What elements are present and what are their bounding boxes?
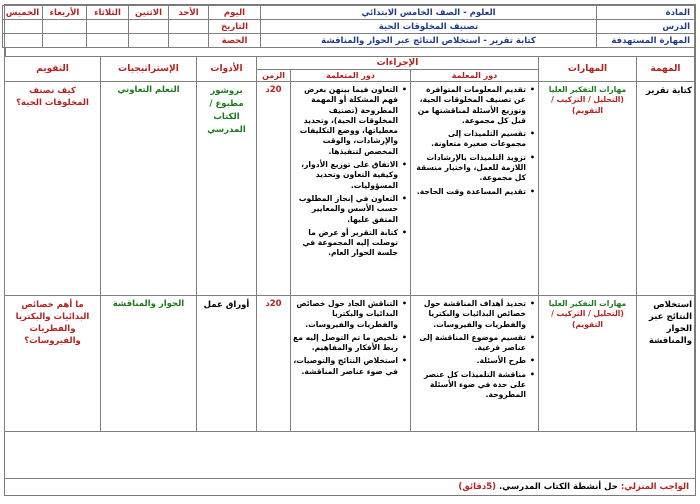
col-procedures: الإجراءات	[257, 57, 539, 70]
day-wednesday: الأربعاء	[43, 6, 87, 20]
period-label: الحصة	[209, 34, 261, 48]
skill-detail: (التحليل / التركيب / التقويم)	[551, 95, 624, 115]
list-item: • استخلاص النتائج والتوصيات، في ضوء عناصر المناقشة.	[293, 356, 398, 377]
list-item: • تزويد التلميذات بالإرشادات اللازمة للعمل، واختيار منسقة كل مجموعة.	[413, 153, 526, 184]
date-label: التاريخ	[209, 20, 261, 34]
table-row	[5, 296, 695, 432]
time-cell: 20د	[257, 296, 291, 432]
strategy-cell: التعلم التعاوني	[101, 82, 197, 296]
list-item: • تقسيم موضوع المناقشة إلى عناصر فرعية.	[413, 333, 526, 354]
list-item: • التعاون فيما بينهن بغرض فهم المشكلة أو المهمة المطروحة (تصنيف المخلوقات الحية)، وتحديد معطياتها، ووضع التكليفات والإرشادات، والوقت المخصص لتنفيذها.	[293, 85, 398, 157]
homework-bar	[5, 478, 695, 495]
header-table	[2, 5, 695, 48]
lesson-plan-page	[4, 4, 696, 496]
time-cell: 20د	[257, 82, 291, 296]
teacher-role-cell	[411, 296, 539, 432]
list-item: • تقديم المعلومات المتوافرة عن تصنيف المخلوقات الحية، وتوزيع الأسئلة لمناقشتها من قبل كل مجموعة.	[413, 85, 526, 126]
list-item: • تلخيص ما تم التوصل إليه مع ربط الأفكار والمفاهيم.	[293, 333, 398, 354]
day-tuesday: الثلاثاء	[87, 6, 129, 20]
homework-minutes: (5دقائق)	[458, 482, 497, 492]
skill-label: المهارة المستهدفة	[597, 34, 695, 48]
day-sunday: الأحد	[169, 6, 209, 20]
col-skills: المهارات	[539, 57, 637, 82]
list-item: • تحديد أهداف المناقشة حول خصائص البدائيات والبكتريا والفطريات والفيروسات.	[413, 299, 526, 330]
col-strategies: الإستراتيجيات	[101, 57, 197, 82]
list-item: • التعاون في إنجاز المطلوب حسب الأسس والمعايير المتفق عليها.	[293, 194, 398, 225]
col-time: الزمن	[257, 70, 291, 82]
day-monday: الاثنين	[129, 6, 169, 20]
evaluation-cell: كيف تصنف المخلوقات الحية؟	[5, 82, 101, 296]
col-task: المهمة	[637, 57, 695, 82]
day-thursday: الخميس	[3, 6, 43, 20]
skill-main: مهارات التفكير العليا	[548, 299, 627, 308]
skill-main: مهارات التفكير العليا	[548, 85, 627, 94]
table-row	[5, 82, 695, 296]
list-item: • طرح الأسئلة.	[413, 356, 526, 366]
lesson-value: تصنيف المخلوقات الحية	[261, 20, 597, 34]
homework-label: الواجب المنزلي:	[620, 482, 689, 492]
task-cell: كتابة تقرير	[637, 82, 695, 296]
list-item: • تقسيم التلميذات إلى مجموعات صغيرة متعاونة.	[413, 129, 526, 150]
col-tools: الأدوات	[197, 57, 257, 82]
col-teacher-role: دور المعلمة	[411, 70, 539, 82]
student-role-cell	[291, 296, 411, 432]
tools-cell: أوراق عمل	[197, 296, 257, 432]
skill-cell	[539, 82, 637, 296]
list-item: • تقديم المساعدة وقت الحاجة.	[413, 187, 526, 197]
list-item: • الاتفاق على توزيع الأدوار، وكيفية التعاون وتحديد المسؤوليات.	[293, 160, 398, 191]
skill-detail: (التحليل / التركيب / التقويم)	[551, 309, 624, 329]
subject-label: المادة	[597, 6, 695, 20]
day-label: اليوم	[209, 6, 261, 20]
list-item: • التناقش الجاد حول خصائص البدائيات والبكتريا والفطريات والفيروسات.	[293, 299, 398, 330]
tools-cell: بروشور مطبوع / الكتاب المدرسي	[197, 82, 257, 296]
homework-text: حل أنشطة الكتاب المدرسي.	[499, 482, 618, 492]
teacher-role-cell	[411, 82, 539, 296]
skill-value: كتابة تقرير - استخلاص النتائج عبر الحوار والمناقشة	[261, 34, 597, 48]
list-item: • كتابة التقرير أو عرض ما توصلت إليه المجموعة في جلسة الحوار العام.	[293, 228, 398, 259]
student-role-cell	[291, 82, 411, 296]
skill-cell	[539, 296, 637, 432]
col-student-role: دور المتعلمة	[291, 70, 411, 82]
procedures-table	[4, 56, 695, 432]
lesson-label: الدرس	[597, 20, 695, 34]
col-evaluation: التقويم	[5, 57, 101, 82]
strategy-cell: الحوار والمناقشة	[101, 296, 197, 432]
list-item: • مناقشة التلميذات كل عنصر على حدة في ضوء الأسئلة المطروحة.	[413, 370, 526, 401]
subject-value: العلوم - الصف الخامس الابتدائي	[261, 6, 597, 20]
evaluation-cell: ما أهم خصائص البدائيات والبكتريا والفطريات والفيروسات؟	[5, 296, 101, 432]
task-cell: استخلاص النتائج عبر الحوار والمناقشة	[637, 296, 695, 432]
